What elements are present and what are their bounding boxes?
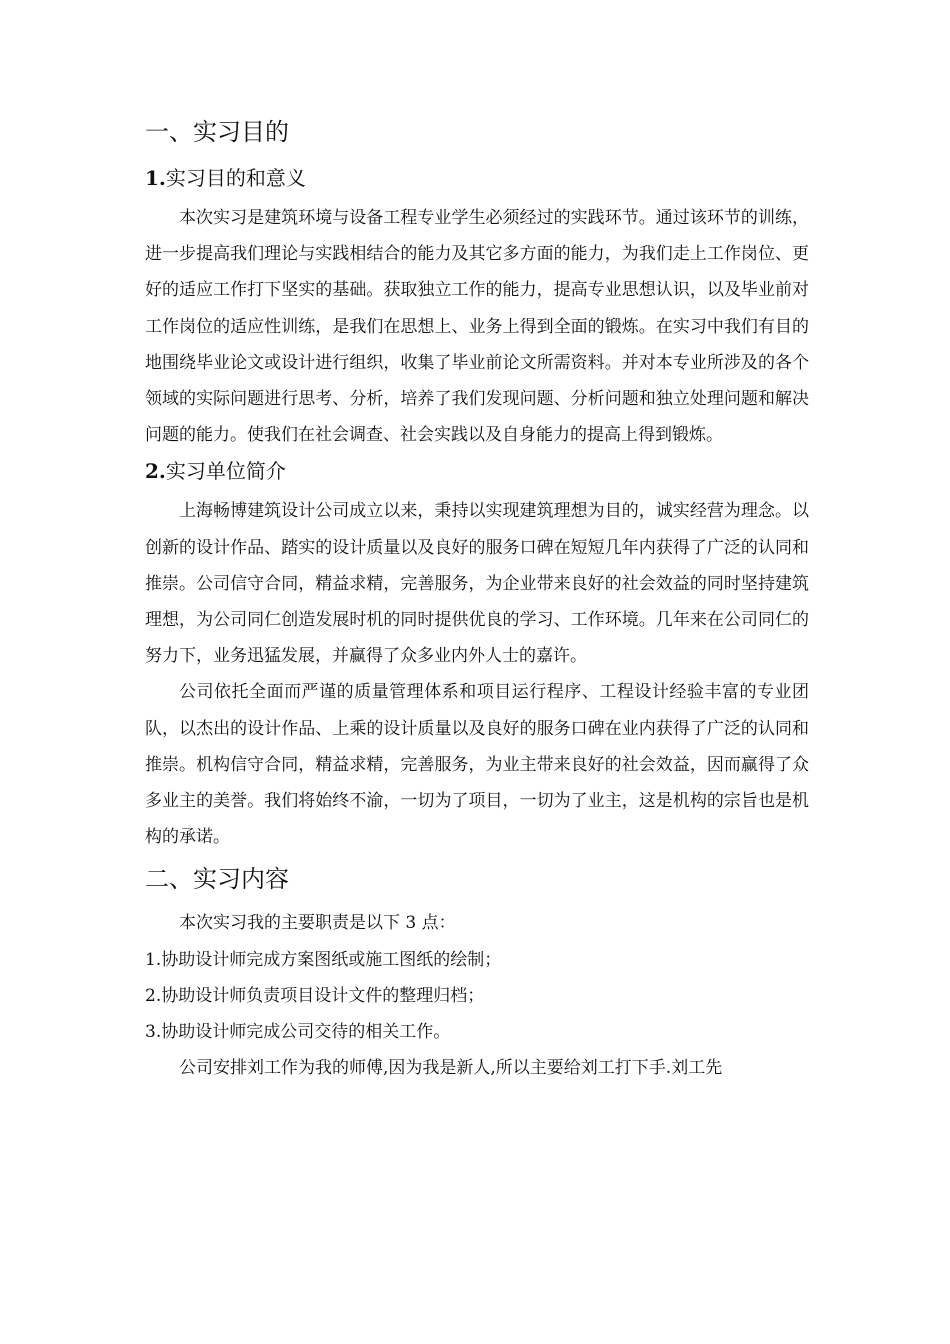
subsection-title: 实习单位简介 [165,459,286,484]
duty-item-3: 3.协助设计师完成公司交待的相关工作。 [145,1022,451,1043]
subsection-title: 实习目的和意义 [165,166,306,190]
subsection-heading-purpose-significance [145,162,809,194]
section-heading-internship-purpose: 一、实习目的 [145,118,289,146]
paragraph-company-1: 上海畅博建筑设计公司成立以来，秉持以实现建筑理想为目的，诚实经营为理念。以创新的设计作品、踏实的设计质量以及良好的服务口碑在短短几年内获得了广泛的认同和推崇。公司信守合同，精益求精，完善服务，为企业带来良好的社会效益的同时坚持建筑理想，为公司同仁创造发展时机的同时提供优良的学习、工作环境。几年来在公司同仁的努力下，业务迅猛发展，并赢得了众多业内外人士的嘉许。 [145,501,809,667]
duties-intro: 本次实习我的主要职责是以下 3 点： [179,913,456,934]
subsection-number: 2. [145,459,166,484]
paragraph-purpose: 本次实习是建筑环境与设备工程专业学生必须经过的实践环节。通过该环节的训练，进一步提高我们理论与实践相结合的能力及其它多方面的能力，为我们走上工作岗位、更好的适应工作打下坚实的基础。获取独立工作的能力，提高专业思想认识，以及毕业前对工作岗位的适应性训练，是我们在思想上、业务上得到全面的锻炼。在实习中我们有目的地围绕毕业论文或设计进行组织，收集了毕业前论文所需资料。并对本专业所涉及的各个领域的实际问题进行思考、分析，培养了我们发现问题、分析问题和独立处理问题和解决问题的能力。使我们在社会调查、社会实践以及自身能力的提高上得到锻炼。 [145,208,809,446]
section-heading-internship-content: 二、实习内容 [145,865,289,894]
subsection-heading-company-profile [145,455,809,487]
document-page [145,112,809,1086]
paragraph-company-2: 公司依托全面而严谨的质量管理体系和项目运行程序、工程设计经验丰富的专业团队，以杰出的设计作品、上乘的设计质量以及良好的服务口碑在业内获得了广泛的认同和推崇。机构信守合同，精益求精，完善服务，为业主带来良好的社会效益，因而赢得了众多业主的美誉。我们将始终不渝，一切为了项目，一切为了业主，这是机构的宗旨也是机构的承诺。 [145,682,809,848]
duty-item-2: 2.协助设计师负责项目设计文件的整理归档； [145,985,485,1006]
subsection-number: 1. [145,166,166,190]
paragraph-mentor: 公司安排刘工作为我的师傅,因为我是新人,所以主要给刘工打下手.刘工先 [179,1058,723,1079]
duty-item-1: 1.协助设计师完成方案图纸或施工图纸的绘制； [145,949,502,970]
